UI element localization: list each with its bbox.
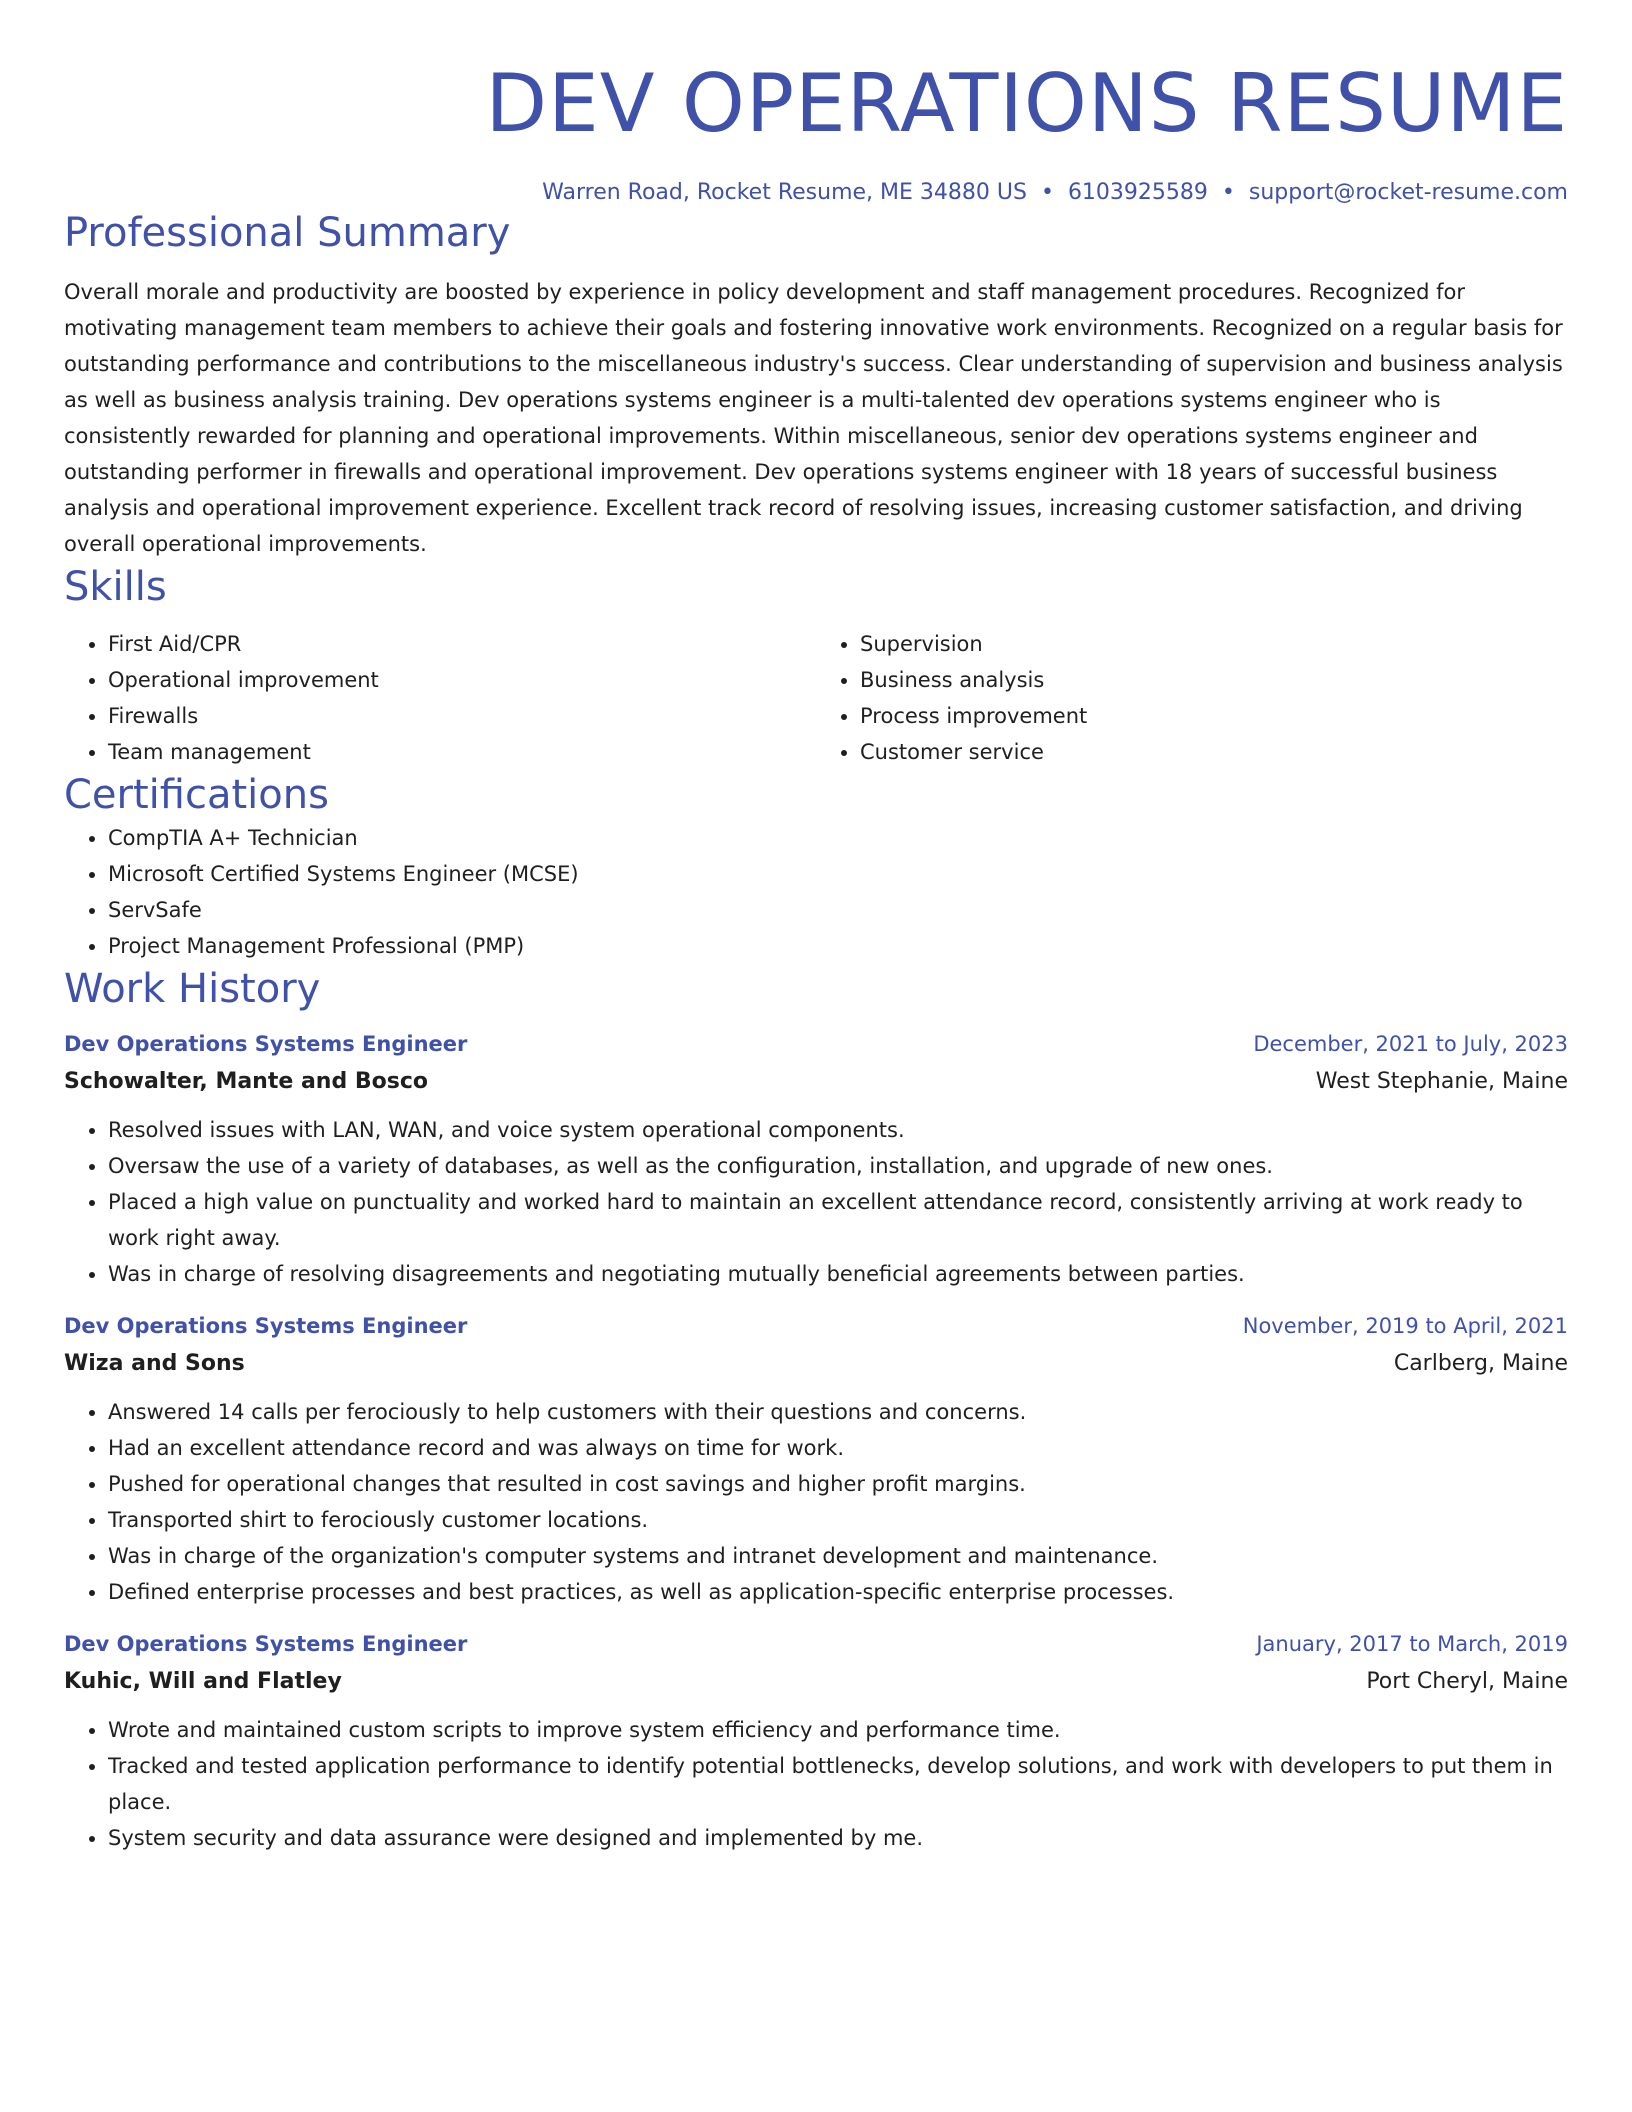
certification-item: • ServSafe: [108, 892, 1568, 928]
job-bullet: • Tracked and tested application performance to identify potential bottlenecks, develop solutions, and work with developers to put them in place.: [108, 1748, 1568, 1820]
job-bullet: • Defined enterprise processes and best practices, as well as application-specific enterprise processes.: [108, 1574, 1568, 1610]
job-bullet: • Oversaw the use of a variety of databases, as well as the configuration, installation, and upgrade of new ones.: [108, 1148, 1568, 1184]
job-bullet: • Pushed for operational changes that resulted in cost savings and higher profit margins.: [108, 1466, 1568, 1502]
job-subheader: [64, 1060, 1568, 1098]
certification-item: • Microsoft Certified Systems Engineer (MCSE): [108, 856, 1568, 892]
skills-list-right: [816, 626, 1568, 770]
job-bullets: [64, 1394, 1568, 1610]
contact-line: [64, 178, 1568, 208]
job-location: Carlberg, Maine: [1393, 1351, 1568, 1376]
job-header: [64, 1628, 1568, 1660]
job-entry: [64, 1310, 1568, 1610]
job-entry: [64, 1628, 1568, 1856]
job-subheader: [64, 1342, 1568, 1380]
contact-address: Warren Road, Rocket Resume, ME 34880 US: [542, 180, 1027, 205]
summary-heading: Professional Summary: [64, 210, 511, 256]
job-company: Schowalter, Mante and Bosco: [64, 1069, 428, 1094]
skill-item: • Customer service: [860, 734, 1568, 770]
job-title: Dev Operations Systems Engineer: [64, 1032, 468, 1056]
skill-item: • Team management: [108, 734, 816, 770]
job-company: Kuhic, Will and Flatley: [64, 1669, 342, 1694]
contact-separator: •: [1221, 180, 1235, 205]
skills-list-left: [64, 626, 816, 770]
skill-item: • Firewalls: [108, 698, 816, 734]
job-title: Dev Operations Systems Engineer: [64, 1632, 468, 1656]
skill-item: • Business analysis: [860, 662, 1568, 698]
skills-columns: [64, 626, 1568, 770]
certification-item: • CompTIA A+ Technician: [108, 820, 1568, 856]
skill-item: • Process improvement: [860, 698, 1568, 734]
job-bullet: • Placed a high value on punctuality and worked hard to maintain an excellent attendance record, consistently arriving at work ready to work right away.: [108, 1184, 1568, 1256]
job-company: Wiza and Sons: [64, 1351, 245, 1376]
job-dates: January, 2017 to March, 2019: [1256, 1632, 1568, 1656]
skills-heading: Skills: [64, 564, 167, 610]
job-bullets: [64, 1712, 1568, 1856]
job-bullet: • Resolved issues with LAN, WAN, and voice system operational components.: [108, 1112, 1568, 1148]
certifications-list: [64, 820, 1568, 964]
certification-item: • Project Management Professional (PMP): [108, 928, 1568, 964]
skill-item: • First Aid/CPR: [108, 626, 816, 662]
skill-item: • Supervision: [860, 626, 1568, 662]
job-header: [64, 1310, 1568, 1342]
skill-item: • Operational improvement: [108, 662, 816, 698]
job-header: [64, 1028, 1568, 1060]
job-bullet: • Wrote and maintained custom scripts to improve system efficiency and performance time.: [108, 1712, 1568, 1748]
job-bullet: • Answered 14 calls per ferociously to help customers with their questions and concerns.: [108, 1394, 1568, 1430]
job-bullet: • System security and data assurance were designed and implemented by me.: [108, 1820, 1568, 1856]
job-bullet: • Transported shirt to ferociously customer locations.: [108, 1502, 1568, 1538]
job-subheader: [64, 1660, 1568, 1698]
job-location: Port Cheryl, Maine: [1366, 1669, 1568, 1694]
contact-email[interactable]: support@rocket-resume.com: [1248, 180, 1568, 205]
job-entry: [64, 1028, 1568, 1292]
contact-separator: •: [1040, 180, 1054, 205]
resume-title: DEV OPERATIONS RESUME: [485, 57, 1568, 150]
summary-text: Overall morale and productivity are boosted by experience in policy development and staff management procedures. Recognized for motivating management team members to achieve their goals and fostering innovative work environments. Recognized on a regular basis for outstanding performance and contributions to the miscellaneous industry's success. Clear understanding of supervision and business analysis as well as business analysis training. Dev operations systems engineer is a multi-talented dev operations systems engineer who is consistently rewarded for planning and operational improvements. Within miscellaneous, senior dev operations systems engineer and outstanding performer in firewalls and operational improvement. Dev operations systems engineer with 18 years of successful business analysis and operational improvement experience. Excellent track record of resolving issues, increasing customer satisfaction, and driving overall operational improvements.: [64, 280, 1563, 556]
certifications-heading: Certifications: [64, 772, 329, 818]
job-dates: December, 2021 to July, 2023: [1253, 1032, 1568, 1056]
job-bullet: • Was in charge of the organization's computer systems and intranet development and maintenance.: [108, 1538, 1568, 1574]
job-bullet: • Had an excellent attendance record and was always on time for work.: [108, 1430, 1568, 1466]
job-title: Dev Operations Systems Engineer: [64, 1314, 468, 1338]
job-bullet: • Was in charge of resolving disagreements and negotiating mutually beneficial agreements between parties.: [108, 1256, 1568, 1292]
job-bullets: [64, 1112, 1568, 1292]
job-dates: November, 2019 to April, 2021: [1242, 1314, 1568, 1338]
contact-phone[interactable]: 6103925589: [1067, 180, 1208, 205]
work-history-heading: Work History: [64, 966, 321, 1012]
job-location: West Stephanie, Maine: [1315, 1069, 1568, 1094]
